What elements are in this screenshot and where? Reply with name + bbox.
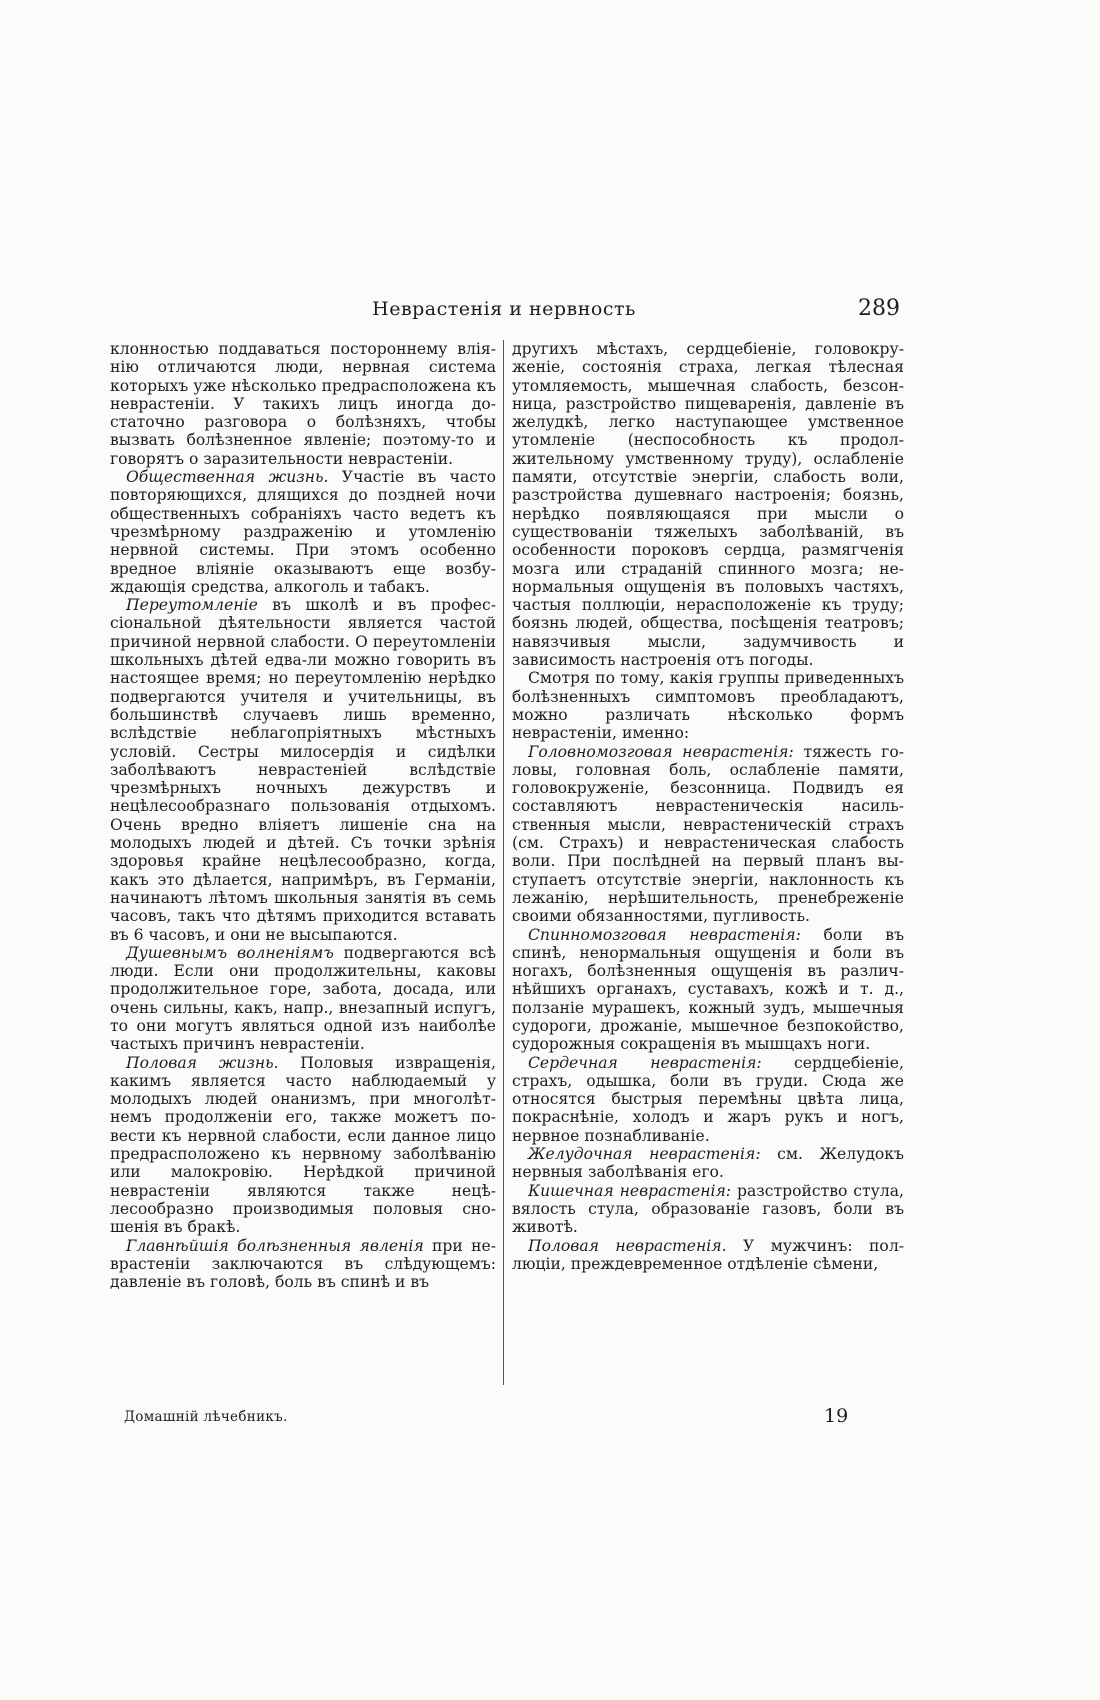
- paragraph: [512, 743, 904, 926]
- run-in-heading: Общественная жизнь.: [126, 468, 329, 487]
- run-in-heading: Желудочная неврастенія:: [528, 1145, 761, 1164]
- right-column: [512, 340, 904, 1273]
- paragraph: [512, 340, 904, 669]
- run-in-heading: Душевнымъ волненіямъ: [126, 943, 334, 962]
- run-in-heading: Кишечная неврастенія:: [528, 1181, 732, 1200]
- paragraph: [512, 926, 904, 1054]
- paragraph-text: Смотря по тому, какія группы приведенныхъ болѣзненныхъ симптомовъ преобладаютъ, можно различать нѣсколько формъ неврастеніи, именно:: [512, 669, 904, 743]
- running-header: [108, 298, 900, 328]
- paragraph-text: см. Желудокъ нервныя заболѣванія его.: [512, 1145, 904, 1182]
- paragraph-text: У мужчинъ: поллюціи, преждевременное отдѣленіе сѣмени,: [512, 1236, 905, 1273]
- page-number: 289: [858, 296, 900, 321]
- run-in-heading: Сердечная неврастенія:: [528, 1053, 762, 1072]
- paragraph-text: сердцебіеніе, страхъ, одышка, боли въ груди. Сюда же относятся быстрыя перемѣны цвѣта лица, покраснѣніе, холодъ и жаръ рукъ и ногъ, нервное познабливаніе.: [512, 1053, 904, 1145]
- run-in-heading: Главнѣйшія болѣзненныя явленія: [126, 1236, 424, 1255]
- book-title-footnote: Домашній лѣчебникъ.: [124, 1409, 288, 1425]
- paragraph: [110, 1054, 496, 1237]
- run-in-heading: Головномозговая неврастенія:: [528, 742, 794, 761]
- paragraph-text: разстройство стула, вялость стула, образованіе газовъ, боли въ животѣ.: [512, 1181, 905, 1237]
- left-column: [110, 340, 496, 1291]
- paragraph: [512, 669, 904, 742]
- paragraph: [110, 468, 496, 596]
- paragraph: [110, 596, 496, 944]
- paragraph-text: при неврастеніи заключаются въ слѣдующемъ: давленіе въ головѣ, боль въ спинѣ и въ: [110, 1236, 496, 1292]
- paragraph-text: клонностью поддаваться постороннему вліянію отличаются люди, нервная система которыхъ уже нѣсколько предрасположена къ неврастеніи. У такихъ лицъ иногда достаточно разговора о болѣзняхъ, чтобы вызвать болѣзненное явленіе; поэтому-то и говорятъ о заразительности неврастеніи.: [110, 340, 496, 468]
- run-in-heading: Половая жизнь.: [126, 1053, 279, 1072]
- run-in-heading: Половая неврастенія.: [528, 1236, 727, 1255]
- paragraph: [110, 340, 496, 468]
- paragraph: [512, 1145, 904, 1182]
- column-divider: [503, 340, 504, 1385]
- paragraph: [512, 1054, 904, 1145]
- page-footer: [124, 1405, 884, 1429]
- paragraph-text: подвергаются всѣ люди. Если они продолжительны, каковы продолжительное горе, забота, досада, или очень сильны, какъ, напр., внезапный испугъ, то они могутъ являться одной изъ наиболѣе частыхъ причинъ неврастеніи.: [110, 943, 496, 1054]
- run-in-heading: Спинномозговая неврастенія:: [528, 925, 801, 944]
- paragraph: [110, 944, 496, 1054]
- paragraph-text: Половыя извращенія, какимъ является часто наблюдаемый у молодыхъ людей онанизмъ, при многолѣтнемъ продолженіи его, также можетъ повести къ нервной слабости, если данное лицо предрасположено къ нервному заболѣванію или малокровію. Нерѣдкой причиной неврастеніи являются также нецѣлесообразно производимыя половыя сношенія въ бракѣ.: [110, 1053, 496, 1237]
- paragraph: [110, 1237, 496, 1292]
- paragraph: [512, 1237, 904, 1274]
- page-title: Неврастенія и нервность: [372, 298, 636, 320]
- paragraph-text: другихъ мѣстахъ, сердцебіеніе, головокруженіе, состоянія страха, легкая тѣлесная утомляемость, мышечная слабость, безсонница, разстройство пищеваренія, давленіе въ желудкѣ, легко наступающее умственное утомленіе (неспособность къ продолжительному умственному труду), ослабленіе памяти, отсутствіе энергіи, слабость воли, разстройства душевнаго настроенія; боязнь, нерѣдко появляющаяся при мысли о существованіи тяжелыхъ заболѣваній, въ особенности пороковъ сердца, размягченія мозга или страданій спинного мозга; ненормальныя ощущенія въ половыхъ частяхъ, частыя поллюціи, нерасположеніе къ труду; боязнь людей, общества, посѣщенія театровъ; навязчивыя мысли, задумчивость и зависимость настроенія отъ погоды.: [512, 340, 904, 670]
- paragraph-text: Участіе въ часто повторяющихся, длящихся до поздней ночи общественныхъ собраніяхъ часто ведетъ къ чрезмѣрному раздраженію и утомленію нервной системы. При этомъ особенно вредное вліяніе оказываютъ еще возбуждающія средства, алкоголь и табакъ.: [110, 468, 496, 596]
- paragraph-text: въ школѣ и въ профессіональной дѣятельности является частой причиной нервной слабости. О переутомленіи школьныхъ дѣтей едва-ли можно говорить въ настоящее время; но переутомленію нерѣдко подвергаются учителя и учительницы, въ большинствѣ случаевъ лишь временно, вслѣдствіе неблагопріятныхъ мѣстныхъ условій. Сестры милосердія и сидѣлки заболѣваютъ неврастеніей вслѣдствіе чрезмѣрныхъ ночныхъ дежурствъ и нецѣлесообразнаго пользованія отдыхомъ. Очень вредно вліяетъ лишеніе сна на молодыхъ людей и дѣтей. Съ точки зрѣнія здоровья крайне нецѣлесообразно, когда, какъ это дѣлается, напримѣръ, въ Германіи, начинаютъ лѣтомъ школьныя занятія въ семь часовъ, такъ что дѣтямъ приходится вставать въ 6 часовъ, и они не высыпаются.: [110, 596, 496, 944]
- paragraph: [512, 1182, 904, 1237]
- paragraph-text: боли въ спинѣ, ненормальныя ощущенія и боли въ ногахъ, болѣзненныя ощущенія въ различнѣйшихъ органахъ, суставахъ, кожѣ и т. д., ползаніе мурашекъ, кожный зудъ, мышечныя судороги, дрожаніе, мышечное безпокойство, судорожныя сокращенія въ мышцахъ ноги.: [512, 925, 904, 1054]
- run-in-heading: Переутомленіе: [126, 596, 258, 615]
- paragraph-text: тяжесть головы, головная боль, ослабленіе памяти, головокруженіе, безсонница. Подвидъ ея составляютъ неврастеническія насильственныя мысли, неврастеническій страхъ (см. Страхъ) и неврастеническая слабость воли. При послѣдней на первый планъ выступаетъ отсутствіе энергіи, наклонность къ лежанію, нерѣшительность, пренебреженіе своими обязанностями, пугливость.: [512, 742, 904, 926]
- signature-mark: 19: [824, 1405, 849, 1427]
